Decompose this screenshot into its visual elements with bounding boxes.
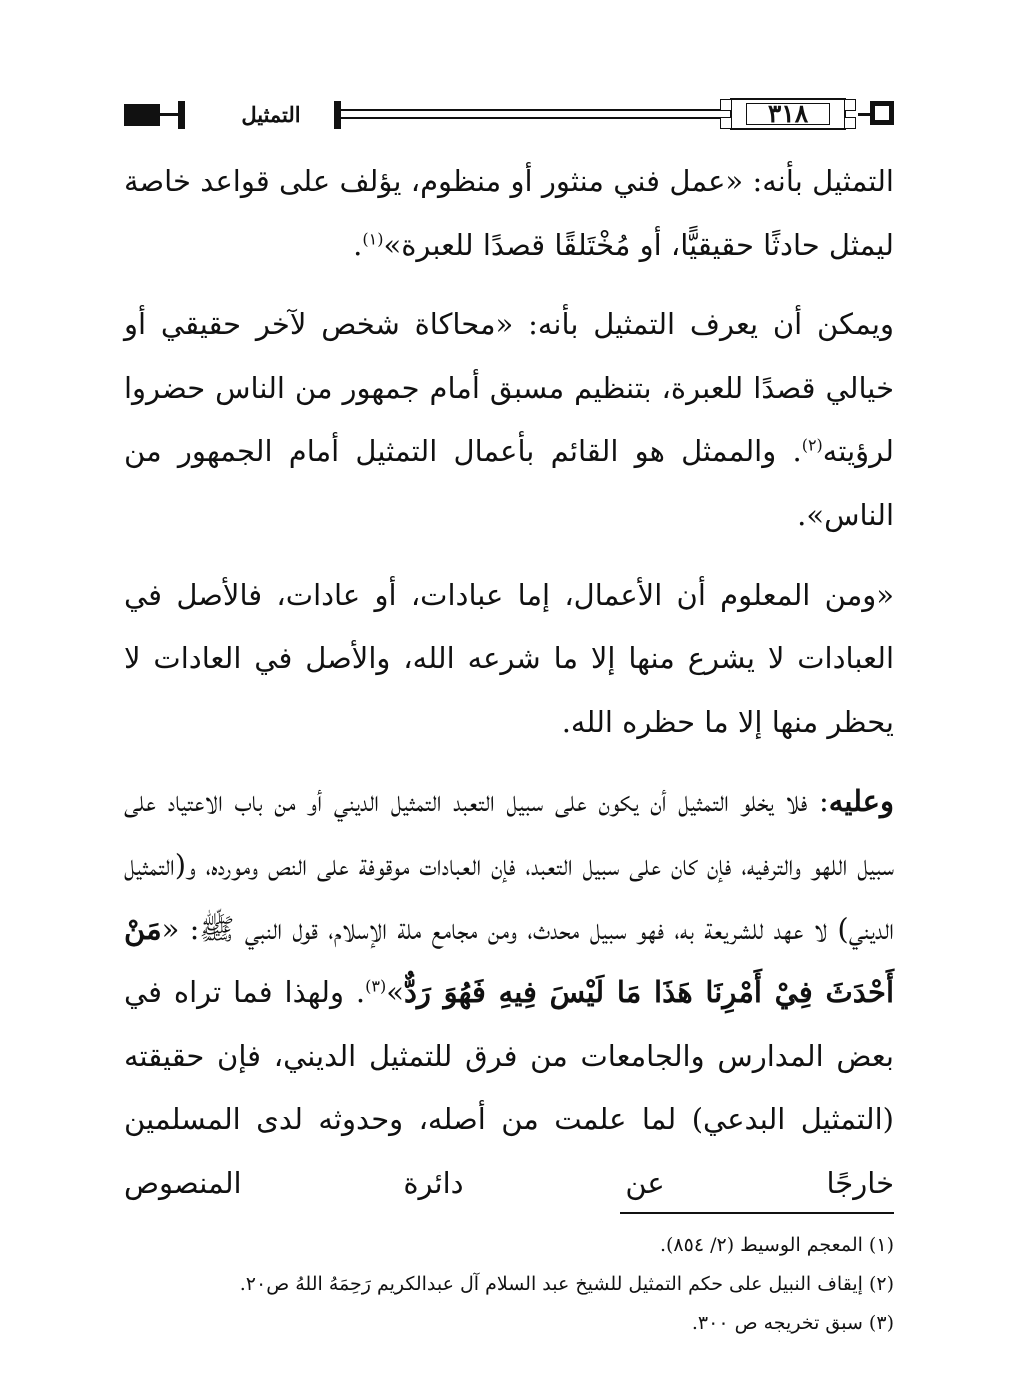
footnote: (٢) إيقاف النبيل على حكم التمثيل للشيخ عبد السلام آل عبدالكريم رَحِمَهُ اللهُ ص٢٠. [239,1273,894,1295]
header-rule [341,109,730,111]
footnotes [124,1226,894,1343]
footnote: (٣) سبق تخريجه ص ٣٠٠. [691,1312,894,1334]
running-header [124,96,894,134]
footnote-separator [620,1212,894,1214]
lead-word: وعليه [828,784,894,819]
header-ornament-box [870,101,894,125]
page-number-frame [718,96,858,132]
header-ornament-square [124,104,160,126]
page-body [124,150,894,1216]
footnote: (١) المعجم الوسيط (٢/ ٨٥٤). [659,1234,894,1256]
page-number: ٣١٨ [767,99,809,128]
footnote-ref: (٢) [801,435,823,455]
header-ornament-bar [334,101,341,129]
header-rule [341,117,730,119]
paragraph: التمثيل بأنه: «عمل فني منثور أو منظوم، يؤلف على قواعد خاصة ليمثل حادثًا حقيقيًّا، أو مُخْتَلقًا قصدًا للعبرة»$^{(١)}$. [124,164,894,262]
header-ornament-bar [178,101,185,129]
paragraph: «ومن المعلوم أن الأعمال، إما عبادات، أو عادات، فالأصل في العبادات لا يشرع منها إلا ما شرعه الله، والأصل في العادات لا يحظر منها إلا ما حظره الله. [124,577,894,739]
paragraph: ويمكن أن يعرف التمثيل بأنه: «محاكاة شخص لآخر حقيقي أو خيالي قصدًا للعبرة، بتنظيم مسبق أمام جمهور من الناس حضروا لرؤيته$^{(٢)}$. والممثل هو القائم بأعمال التمثيل أمام الجمهور من الناس». [124,307,894,532]
footnote-ref: (٣) [365,976,387,996]
footnote-ref: (١) [362,228,384,248]
hadith-quote: مَنْ أَحْدَثَ فِيْ أَمْرِنَا هَذَا مَا لَيْسَ فِيهِ فَهُوَ رَدٌّ [124,911,894,1010]
paragraph: وعليه: فلا يخلو التمثيل أن يكون على سبيل التعبد التمثيل الديني أو من باب الاعتياد على سبيل اللهو والترفيه، فإن كان على سبيل التعبد، فإن العبادات موقوفة على النص ومورده، و(التمثيل الديني) لا عهد للشريعة به، فهو سبيل محدث، ومن مجامع ملة الإسلام، قول النبي ﷺ: «مَنْ أَحْدَثَ فِيْ أَمْرِنَا هَذَا مَا لَيْسَ فِيهِ فَهُوَ رَدٌّ»$^{(٣)}$. ولهذا فما تراه في بعض المدارس والجامعات من فرق للتمثيل الديني، فإن حقيقته (التمثيل البدعي) لما علمت من أصله، وحدوثه لدى المسلمين خارجًا عن دائرة المنصوص [124,784,894,1200]
header-rule [160,113,178,116]
section-title: التمثيل [241,102,301,127]
